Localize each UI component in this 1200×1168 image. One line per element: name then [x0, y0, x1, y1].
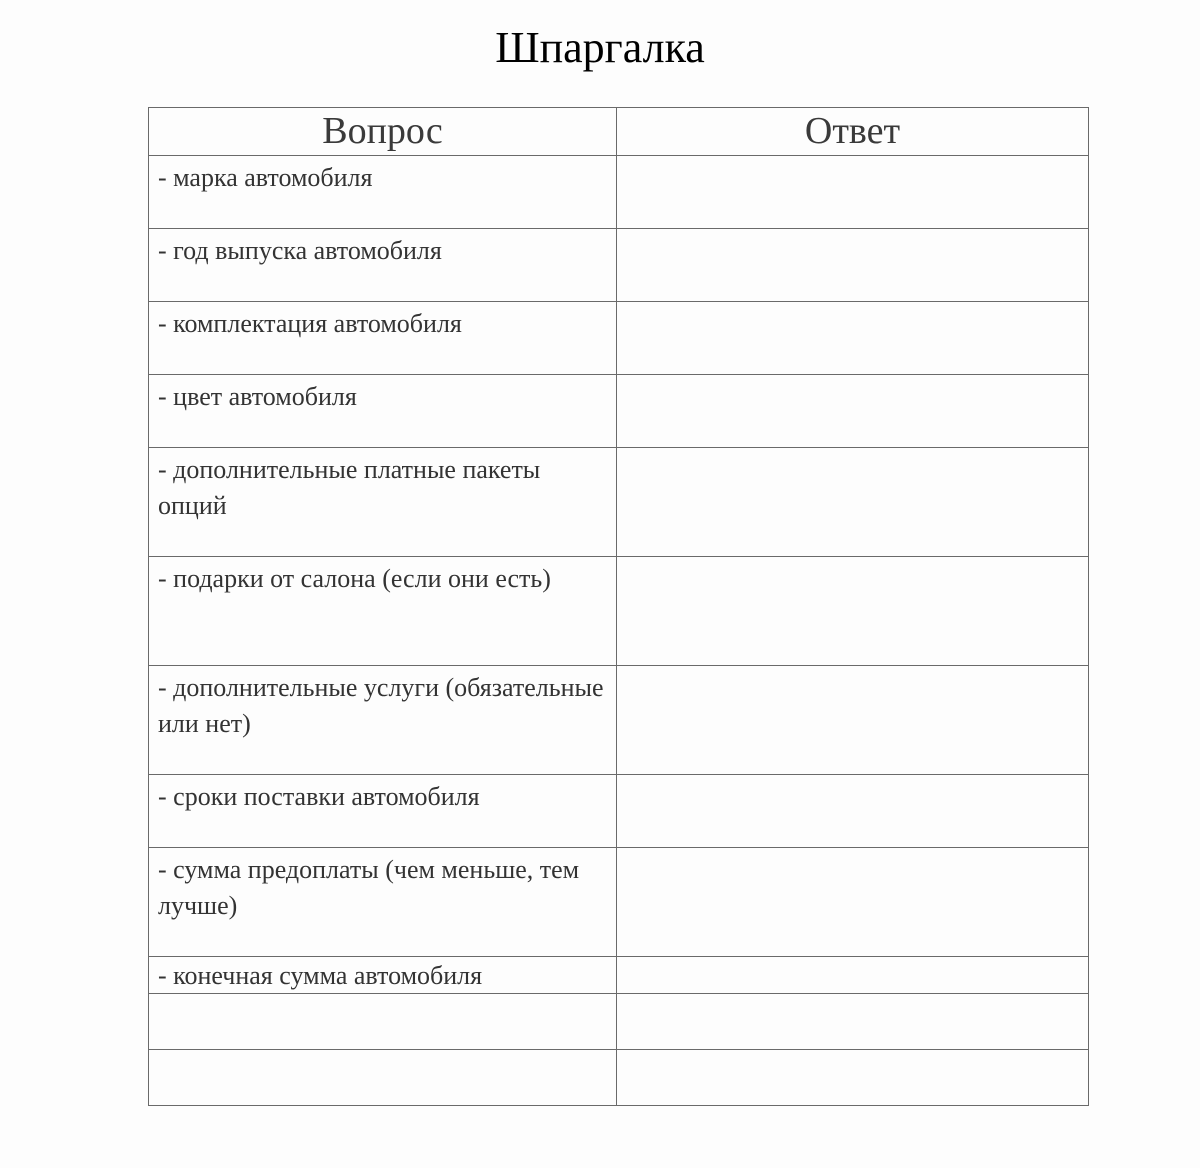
question-cell: - дополнительные услуги (обязательные или нет)	[149, 666, 617, 775]
table-row	[149, 302, 1089, 375]
cheat-sheet-table	[148, 107, 1089, 1106]
question-cell: - конечная сумма автомобиля	[149, 957, 617, 994]
answer-cell[interactable]	[617, 957, 1089, 994]
question-cell: - комплектация автомобиля	[149, 302, 617, 375]
question-cell: - марка автомобиля	[149, 156, 617, 229]
answer-cell[interactable]	[617, 375, 1089, 448]
page-title: Шпаргалка	[495, 23, 705, 72]
table-row	[149, 156, 1089, 229]
answer-cell[interactable]	[617, 666, 1089, 775]
column-header-answer: Ответ	[617, 108, 1089, 156]
answer-cell[interactable]	[617, 994, 1089, 1050]
table-row	[149, 375, 1089, 448]
answer-cell[interactable]	[617, 848, 1089, 957]
table-row	[149, 1050, 1089, 1106]
answer-cell[interactable]	[617, 775, 1089, 848]
question-cell: - год выпуска автомобиля	[149, 229, 617, 302]
question-cell	[149, 994, 617, 1050]
table-row	[149, 666, 1089, 775]
answer-cell[interactable]	[617, 1050, 1089, 1106]
table-row	[149, 994, 1089, 1050]
table-row	[149, 229, 1089, 302]
question-cell: - дополнительные платные пакеты опций	[149, 448, 617, 557]
question-cell	[149, 1050, 617, 1106]
question-cell: - подарки от салона (если они есть)	[149, 557, 617, 666]
table-row	[149, 848, 1089, 957]
table-row	[149, 557, 1089, 666]
table-row	[149, 448, 1089, 557]
question-cell: - цвет автомобиля	[149, 375, 617, 448]
answer-cell[interactable]	[617, 302, 1089, 375]
question-cell: - сроки поставки автомобиля	[149, 775, 617, 848]
answer-cell[interactable]	[617, 448, 1089, 557]
table-row	[149, 775, 1089, 848]
answer-cell[interactable]	[617, 229, 1089, 302]
question-cell: - сумма предоплаты (чем меньше, тем лучше)	[149, 848, 617, 957]
answer-cell[interactable]	[617, 156, 1089, 229]
answer-cell[interactable]	[617, 557, 1089, 666]
column-header-question: Вопрос	[149, 108, 617, 156]
table-header-row	[149, 108, 1089, 156]
table-row	[149, 957, 1089, 994]
